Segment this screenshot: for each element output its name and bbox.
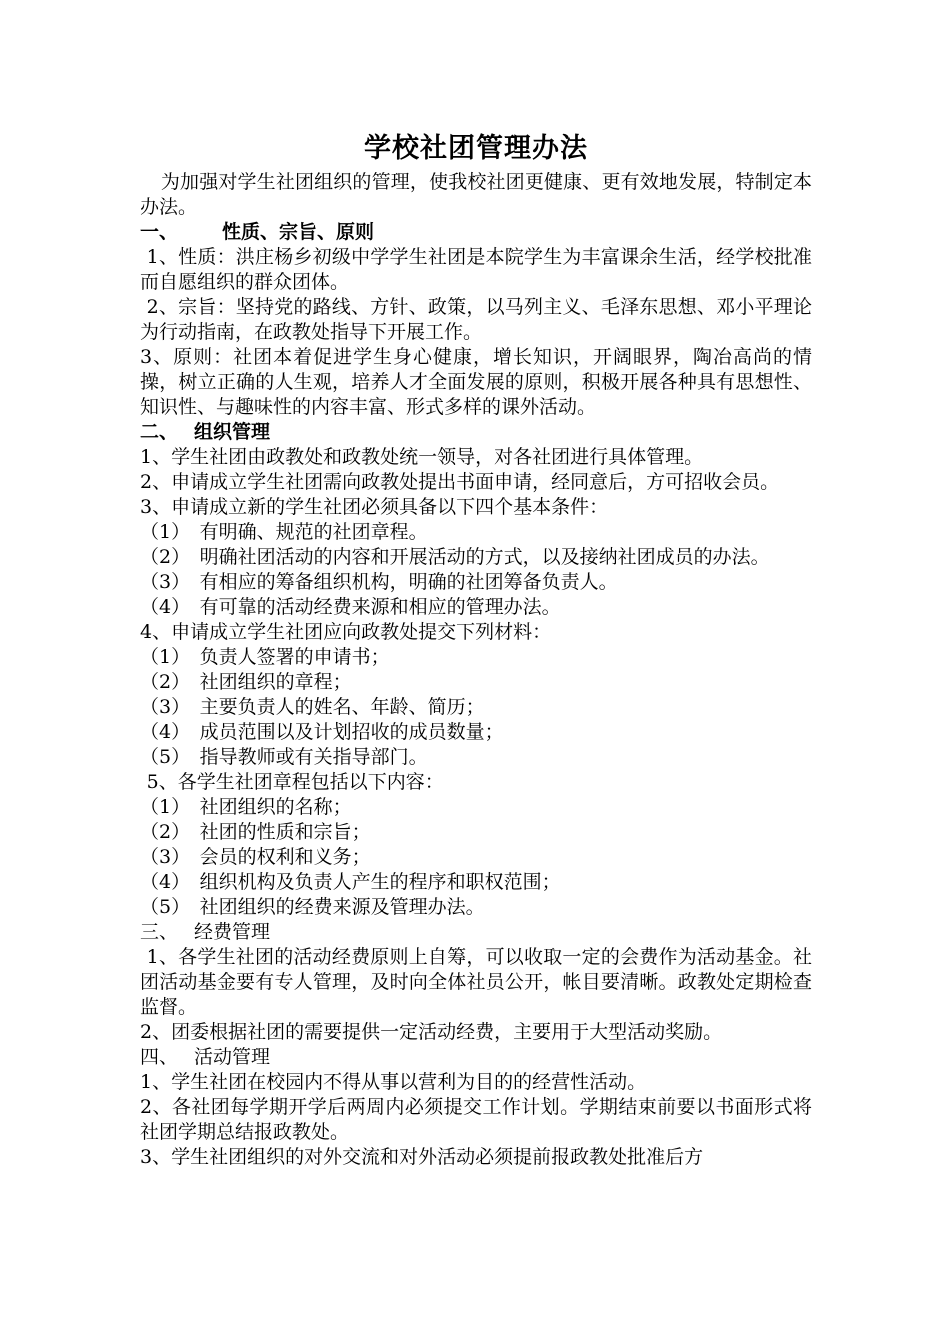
list-item: （1） 有明确、规范的社团章程。 (140, 521, 428, 543)
paragraph: 2、申请成立学生社团需向政教处提出书面申请，经同意后，方可招收会员。 (140, 471, 780, 493)
section-number: 一、 (140, 221, 179, 243)
paragraph: 3、原则：社团本着促进学生身心健康，增长知识，开阔眼界，陶冶高尚的情操，树立正确的人生观，培养人才全面发展的原则，积极开展各种具有思想性、知识性、与趣味性的内容丰富、形式多样的课外活动。 (140, 346, 812, 418)
section-heading-2 (140, 420, 812, 445)
document-title: 学校社团管理办法 (364, 133, 588, 164)
paragraph: 1、学生社团在校园内不得从事以营利为目的的经营性活动。 (140, 1071, 647, 1093)
section-heading-3 (140, 920, 812, 945)
list-item: （4） 组织机构及负责人产生的程序和职权范围； (140, 871, 561, 893)
paragraph: 5、各学生社团章程包括以下内容： (146, 771, 444, 793)
list-item: （1） 社团组织的名称； (140, 796, 352, 818)
paragraph: 2、各社团每学期开学后两周内必须提交工作计划。学期结束前要以书面形式将社团学期总结报政教处。 (140, 1096, 812, 1143)
list-item: （5） 社团组织的经费来源及管理办法。 (140, 896, 485, 918)
paragraph: 3、申请成立新的学生社团必须具备以下四个基本条件： (140, 496, 609, 518)
list-item: （5） 指导教师或有关指导部门。 (140, 746, 428, 768)
intro-paragraph: 为加强对学生社团组织的管理，使我校社团更健康、更有效地发展，特制定本办法。 (140, 171, 812, 218)
list-item: （4） 成员范围以及计划招收的成员数量； (140, 721, 504, 743)
paragraph: 1、性质：洪庄杨乡初级中学学生社团是本院学生为丰富课余生活，经学校批准而自愿组织的群众团体。 (140, 246, 812, 293)
paragraph: 3、学生社团组织的对外交流和对外活动必须提前报政教处批准后方 (140, 1146, 704, 1168)
paragraph: 1、学生社团由政教处和政教处统一领导，对各社团进行具体管理。 (140, 446, 704, 468)
paragraph: 4、申请成立学生社团应向政教处提交下列材料： (140, 621, 552, 643)
section-title: 性质、宗旨、原则 (222, 221, 375, 243)
list-item: （3） 主要负责人的姓名、年龄、简历； (140, 696, 485, 718)
paragraph: 2、宗旨：坚持党的路线、方针、政策，以马列主义、毛泽东思想、邓小平理论为行动指南，在政教处指导下开展工作。 (140, 296, 812, 343)
section-heading-1 (140, 220, 812, 245)
list-item: （3） 有相应的筹备组织机构，明确的社团筹备负责人。 (140, 571, 618, 593)
list-item: （2） 社团组织的章程； (140, 671, 352, 693)
section-heading-4 (140, 1045, 812, 1070)
list-item: （1） 负责人签署的申请书； (140, 646, 390, 668)
list-item: （4） 有可靠的活动经费来源和相应的管理办法。 (140, 596, 561, 618)
paragraph: 2、团委根据社团的需要提供一定活动经费，主要用于大型活动奖励。 (140, 1021, 723, 1043)
section-title: 经费管理 (194, 921, 271, 943)
section-title: 活动管理 (194, 1046, 271, 1068)
section-number: 三、 (140, 921, 179, 943)
list-item: （3） 会员的权利和义务； (140, 846, 371, 868)
section-number: 四、 (140, 1046, 179, 1068)
document-page (140, 128, 812, 1170)
list-item: （2） 明确社团活动的内容和开展活动的方式，以及接纳社团成员的办法。 (140, 546, 770, 568)
section-title: 组织管理 (194, 421, 271, 443)
list-item: （2） 社团的性质和宗旨； (140, 821, 371, 843)
paragraph: 1、各学生社团的活动经费原则上自筹，可以收取一定的会费作为活动基金。社团活动基金要有专人管理，及时向全体社员公开，帐目要清晰。政教处定期检查监督。 (140, 946, 812, 1018)
section-number: 二、 (140, 421, 179, 443)
